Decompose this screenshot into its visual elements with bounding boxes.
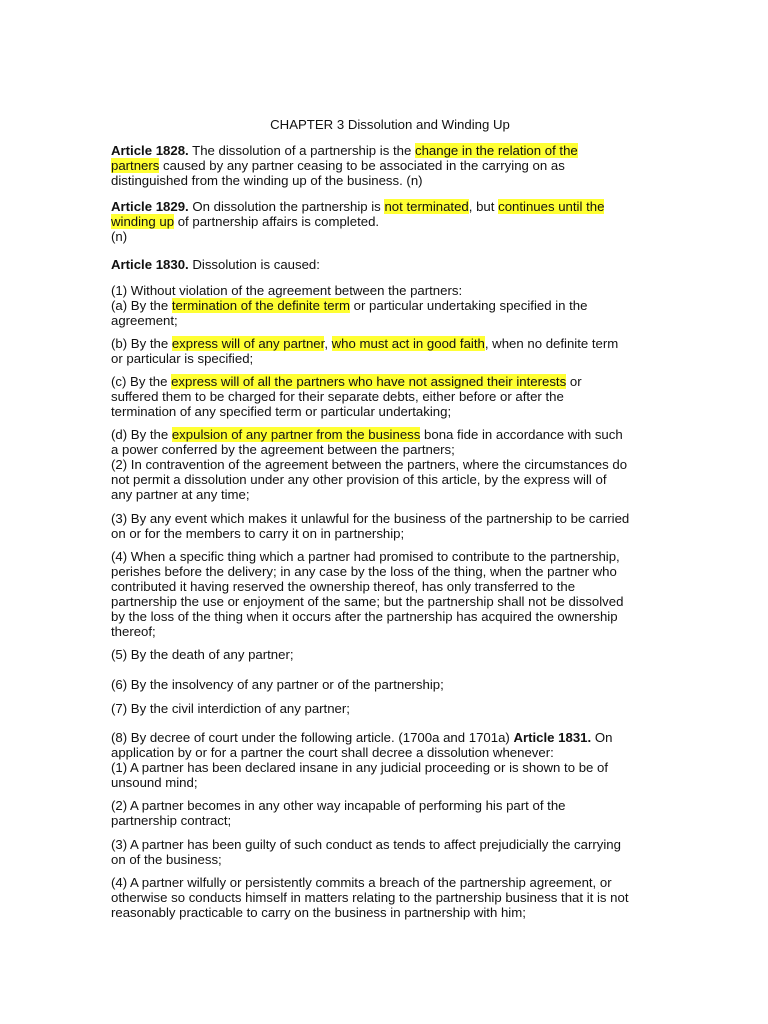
line: reasonably practicable to carry on the business in partnership with him; (111, 905, 526, 921)
line: winding up of partnership affairs is completed. (111, 214, 380, 230)
paragraph-4 (111, 549, 671, 640)
article-1830 (111, 257, 671, 272)
line: (5) By the death of any partner; (111, 647, 294, 662)
line: by the loss of the thing when it occurs after the partnership has acquired the ownership (111, 609, 618, 625)
article-1829 (111, 199, 671, 244)
highlight: who must act in good faith (331, 336, 485, 351)
line: (8) By decree of court under the following article. (1700a and 1701a) Article 1831. On (111, 730, 613, 745)
article-label: Article 1831. (513, 730, 592, 745)
line: partners caused by any partner ceasing to be associated in the carrying on as (111, 158, 565, 174)
line: (a) By the termination of the definite term or particular undertaking specified in the (111, 298, 588, 314)
line: (2) In contravention of the agreement between the partners, where the circumstances do (111, 457, 628, 473)
article-1828 (111, 143, 671, 188)
line: perishes before the delivery; in any case by the loss of the thing, when the partner who (111, 564, 617, 580)
line: partnership contract; (111, 813, 232, 829)
line: (6) By the insolvency of any partner or of the partnership; (111, 677, 444, 692)
line: otherwise so conducts himself in matters relating to the partnership business that it is not (111, 890, 629, 906)
line: a power conferred by the agreement between the partners; (111, 442, 455, 458)
line: Article 1829. On dissolution the partnership is not terminated, but continues until the (111, 199, 605, 214)
clause-2 (111, 798, 671, 828)
line: not permit a dissolution under any other provision of this article, by the express will of (111, 472, 607, 488)
highlight: not terminated (384, 199, 469, 214)
highlight: express will of any partner (171, 336, 325, 351)
paragraph-6 (111, 677, 671, 692)
line: on of the business; (111, 852, 222, 868)
line: agreement; (111, 313, 178, 329)
paragraph-8 (111, 730, 671, 790)
line: application by or for a partner the court shall decree a dissolution whenever: (111, 745, 554, 761)
clause-3 (111, 837, 671, 867)
highlight: winding up (111, 214, 175, 230)
paragraph-1a (111, 283, 671, 328)
line: (d) By the expulsion of any partner from the business bona fide in accordance with such (111, 427, 623, 442)
line: distinguished from the winding up of the business. (n) (111, 173, 423, 189)
line: contributed it having reserved the ownership thereof, has only transferred to the (111, 579, 576, 595)
line: (3) A partner has been guilty of such conduct as tends to affect prejudicially the carrying (111, 837, 621, 852)
line: any partner at any time; (111, 487, 250, 503)
line: Article 1830. Dissolution is caused: (111, 257, 320, 272)
line: thereof; (111, 624, 156, 640)
line: (c) By the express will of all the partners who have not assigned their interests or (111, 374, 582, 389)
paragraph-7 (111, 701, 671, 716)
line: (1) A partner has been declared insane in any judicial proceeding or is shown to be of (111, 760, 609, 776)
highlight: express will of all the partners who have not assigned their interests (171, 374, 567, 389)
paragraph-d (111, 427, 671, 502)
paragraph-c (111, 374, 671, 419)
line: Article 1828. The dissolution of a partnership is the change in the relation of the (111, 143, 578, 158)
paragraph-3 (111, 511, 671, 541)
highlight: change in the relation of the (415, 143, 578, 158)
line: suffered them to be charged for their separate debts, either before or after the (111, 389, 564, 405)
line: termination of any specified term or particular undertaking; (111, 404, 452, 420)
line: (1) Without violation of the agreement between the partners: (111, 283, 463, 298)
paragraph-5 (111, 647, 671, 662)
line: (4) When a specific thing which a partner had promised to contribute to the partnership, (111, 549, 620, 564)
article-label: Article 1829. (111, 199, 189, 214)
line: (b) By the express will of any partner, who must act in good faith, when no definite term (111, 336, 619, 351)
chapter-title: CHAPTER 3 Dissolution and Winding Up (270, 117, 510, 132)
line: unsound mind; (111, 775, 198, 791)
line: or particular is specified; (111, 351, 254, 367)
clause-4 (111, 875, 671, 920)
article-label: Article 1828. (111, 143, 189, 158)
highlight: partners (111, 158, 160, 174)
line: on or for the members to carry it on in partnership; (111, 526, 405, 542)
paragraph-b (111, 336, 671, 366)
line: (n) (111, 229, 128, 245)
line: partnership the use or enjoyment of the same; but the partnership shall not be dissolved (111, 594, 624, 610)
article-label: Article 1830. (111, 257, 189, 272)
highlight: expulsion of any partner from the business (171, 427, 421, 442)
highlight: termination of the definite term (171, 298, 350, 314)
line: (4) A partner wilfully or persistently commits a breach of the partnership agreement, or (111, 875, 612, 890)
highlight: continues until the (498, 199, 605, 214)
line: (7) By the civil interdiction of any partner; (111, 701, 350, 716)
line: (2) A partner becomes in any other way incapable of performing his part of the (111, 798, 566, 813)
line: (3) By any event which makes it unlawful for the business of the partnership to be carried (111, 511, 630, 526)
